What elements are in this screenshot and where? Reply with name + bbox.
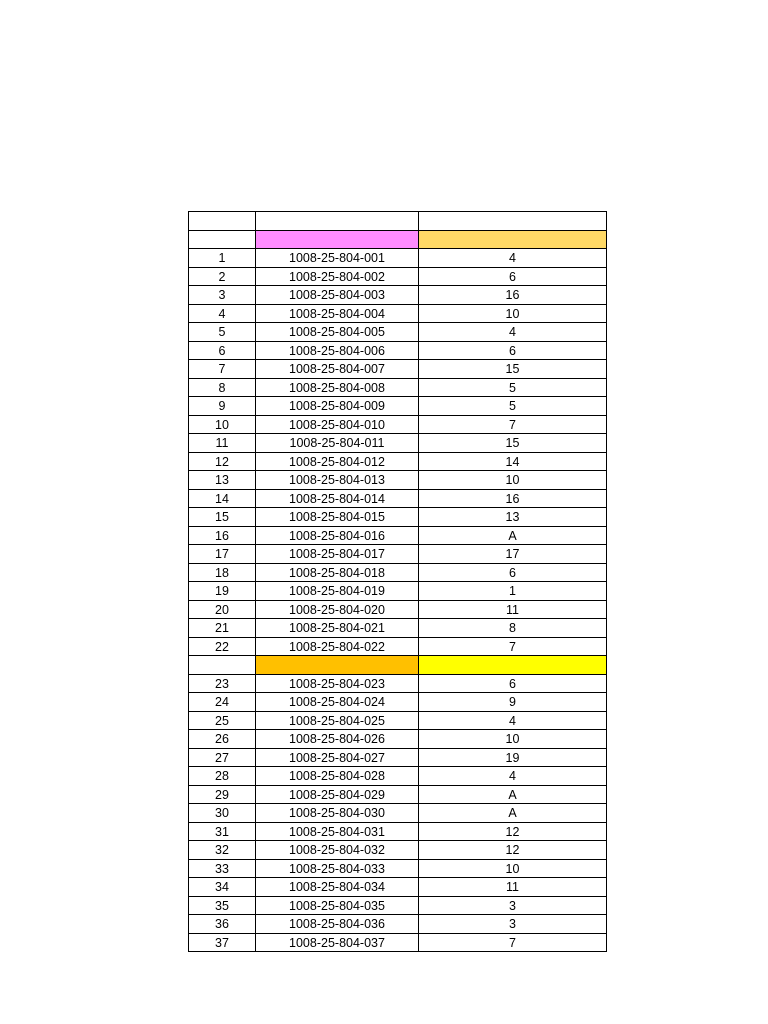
row-number-cell: 31 (189, 823, 256, 842)
item-code-cell: 1008-25-804-034 (256, 878, 419, 897)
value-cell: 1 (419, 582, 607, 601)
value-cell: A (419, 786, 607, 805)
header-row (189, 231, 607, 250)
row-number-cell: 35 (189, 897, 256, 916)
item-code-cell: 1008-25-804-037 (256, 934, 419, 953)
value-cell: 4 (419, 712, 607, 731)
item-code-cell: 1008-25-804-002 (256, 268, 419, 287)
value-cell: 9 (419, 693, 607, 712)
item-code-cell: 1008-25-804-017 (256, 545, 419, 564)
row-number-cell: 22 (189, 638, 256, 657)
item-code-cell: 1008-25-804-031 (256, 823, 419, 842)
value-cell: 4 (419, 323, 607, 342)
item-code-cell: 1008-25-804-022 (256, 638, 419, 657)
table-row (189, 323, 607, 342)
table-row (189, 564, 607, 583)
row-number-cell: 7 (189, 360, 256, 379)
item-code-cell: 1008-25-804-023 (256, 675, 419, 694)
row-number-cell: 20 (189, 601, 256, 620)
item-code-cell (256, 212, 419, 231)
table-row (189, 638, 607, 657)
item-code-cell: 1008-25-804-010 (256, 416, 419, 435)
value-cell: 4 (419, 767, 607, 786)
row-number-cell (189, 656, 256, 675)
table-row (189, 934, 607, 953)
row-number-cell: 36 (189, 915, 256, 934)
row-number-cell: 19 (189, 582, 256, 601)
row-number-cell: 15 (189, 508, 256, 527)
value-cell: 17 (419, 545, 607, 564)
table-row (189, 712, 607, 731)
item-code-cell: 1008-25-804-026 (256, 730, 419, 749)
value-cell: 5 (419, 379, 607, 398)
row-number-cell: 1 (189, 249, 256, 268)
table-row (189, 397, 607, 416)
value-cell: 6 (419, 675, 607, 694)
item-code-cell: 1008-25-804-028 (256, 767, 419, 786)
table-row (189, 342, 607, 361)
value-cell: 7 (419, 934, 607, 953)
value-cell: 6 (419, 268, 607, 287)
table-row (189, 878, 607, 897)
table-row (189, 416, 607, 435)
item-code-cell: 1008-25-804-007 (256, 360, 419, 379)
table-row (189, 434, 607, 453)
spreadsheet-table (188, 211, 607, 952)
row-number-cell: 18 (189, 564, 256, 583)
row-number-cell: 10 (189, 416, 256, 435)
item-code-cell: 1008-25-804-004 (256, 305, 419, 324)
row-number-cell: 37 (189, 934, 256, 953)
item-code-cell (256, 656, 419, 675)
item-code-cell: 1008-25-804-003 (256, 286, 419, 305)
value-cell: 10 (419, 860, 607, 879)
value-cell: 11 (419, 878, 607, 897)
table-row (189, 286, 607, 305)
item-code-cell: 1008-25-804-013 (256, 471, 419, 490)
table-row (189, 527, 607, 546)
value-cell: 10 (419, 471, 607, 490)
value-cell: 15 (419, 360, 607, 379)
row-number-cell: 21 (189, 619, 256, 638)
item-code-cell: 1008-25-804-019 (256, 582, 419, 601)
value-cell: 16 (419, 286, 607, 305)
value-cell: 3 (419, 897, 607, 916)
item-code-cell: 1008-25-804-005 (256, 323, 419, 342)
table-row (189, 508, 607, 527)
row-number-cell: 17 (189, 545, 256, 564)
table-row (189, 268, 607, 287)
item-code-cell: 1008-25-804-029 (256, 786, 419, 805)
item-code-cell: 1008-25-804-001 (256, 249, 419, 268)
item-code-cell: 1008-25-804-032 (256, 841, 419, 860)
table-row (189, 490, 607, 509)
item-code-cell: 1008-25-804-027 (256, 749, 419, 768)
value-cell: 4 (419, 249, 607, 268)
value-cell: 12 (419, 823, 607, 842)
table-row (189, 767, 607, 786)
table-row (189, 545, 607, 564)
row-number-cell: 12 (189, 453, 256, 472)
row-number-cell: 25 (189, 712, 256, 731)
item-code-cell: 1008-25-804-009 (256, 397, 419, 416)
table-row (189, 675, 607, 694)
row-number-cell: 34 (189, 878, 256, 897)
row-number-cell: 30 (189, 804, 256, 823)
value-cell: 10 (419, 305, 607, 324)
row-number-cell (189, 231, 256, 250)
row-number-cell: 13 (189, 471, 256, 490)
table-row (189, 915, 607, 934)
table-row (189, 360, 607, 379)
item-code-cell: 1008-25-804-024 (256, 693, 419, 712)
table-row (189, 693, 607, 712)
value-cell (419, 212, 607, 231)
table-row (189, 786, 607, 805)
item-code-cell: 1008-25-804-016 (256, 527, 419, 546)
value-cell: 12 (419, 841, 607, 860)
table-row (189, 249, 607, 268)
item-code-cell: 1008-25-804-008 (256, 379, 419, 398)
table-row (189, 601, 607, 620)
item-code-cell: 1008-25-804-012 (256, 453, 419, 472)
section-row (189, 656, 607, 675)
row-number-cell: 8 (189, 379, 256, 398)
item-code-cell: 1008-25-804-015 (256, 508, 419, 527)
value-cell: 3 (419, 915, 607, 934)
item-code-cell: 1008-25-804-006 (256, 342, 419, 361)
table-row (189, 730, 607, 749)
item-code-cell: 1008-25-804-021 (256, 619, 419, 638)
row-number-cell: 3 (189, 286, 256, 305)
table-row (189, 860, 607, 879)
row-number-cell: 16 (189, 527, 256, 546)
row-number-cell: 23 (189, 675, 256, 694)
row-number-cell: 9 (189, 397, 256, 416)
table-row (189, 453, 607, 472)
value-cell: 14 (419, 453, 607, 472)
value-cell: 7 (419, 416, 607, 435)
row-number-cell: 24 (189, 693, 256, 712)
row-number-cell: 4 (189, 305, 256, 324)
item-code-cell: 1008-25-804-025 (256, 712, 419, 731)
row-number-cell: 11 (189, 434, 256, 453)
value-cell (419, 656, 607, 675)
header-row (189, 212, 607, 231)
value-cell: A (419, 527, 607, 546)
row-number-cell: 2 (189, 268, 256, 287)
row-number-cell: 27 (189, 749, 256, 768)
value-cell: 5 (419, 397, 607, 416)
row-number-cell: 14 (189, 490, 256, 509)
item-code-cell: 1008-25-804-018 (256, 564, 419, 583)
value-cell: 13 (419, 508, 607, 527)
row-number-cell: 6 (189, 342, 256, 361)
item-code-cell: 1008-25-804-036 (256, 915, 419, 934)
row-number-cell: 5 (189, 323, 256, 342)
item-code-cell: 1008-25-804-030 (256, 804, 419, 823)
item-code-cell (256, 231, 419, 250)
value-cell (419, 231, 607, 250)
row-number-cell: 29 (189, 786, 256, 805)
item-code-cell: 1008-25-804-014 (256, 490, 419, 509)
value-cell: 6 (419, 342, 607, 361)
value-cell: 11 (419, 601, 607, 620)
item-code-cell: 1008-25-804-020 (256, 601, 419, 620)
item-code-cell: 1008-25-804-033 (256, 860, 419, 879)
row-number-cell: 33 (189, 860, 256, 879)
value-cell: 16 (419, 490, 607, 509)
value-cell: 7 (419, 638, 607, 657)
row-number-cell: 26 (189, 730, 256, 749)
table-row (189, 582, 607, 601)
table-row (189, 749, 607, 768)
value-cell: A (419, 804, 607, 823)
table-row (189, 471, 607, 490)
table-row (189, 897, 607, 916)
row-number-cell: 32 (189, 841, 256, 860)
table-row (189, 619, 607, 638)
table-row (189, 823, 607, 842)
value-cell: 10 (419, 730, 607, 749)
table-row (189, 841, 607, 860)
value-cell: 6 (419, 564, 607, 583)
value-cell: 8 (419, 619, 607, 638)
item-code-cell: 1008-25-804-011 (256, 434, 419, 453)
table-row (189, 379, 607, 398)
row-number-cell: 28 (189, 767, 256, 786)
value-cell: 15 (419, 434, 607, 453)
table-row (189, 305, 607, 324)
item-code-cell: 1008-25-804-035 (256, 897, 419, 916)
row-number-cell (189, 212, 256, 231)
value-cell: 19 (419, 749, 607, 768)
table-row (189, 804, 607, 823)
